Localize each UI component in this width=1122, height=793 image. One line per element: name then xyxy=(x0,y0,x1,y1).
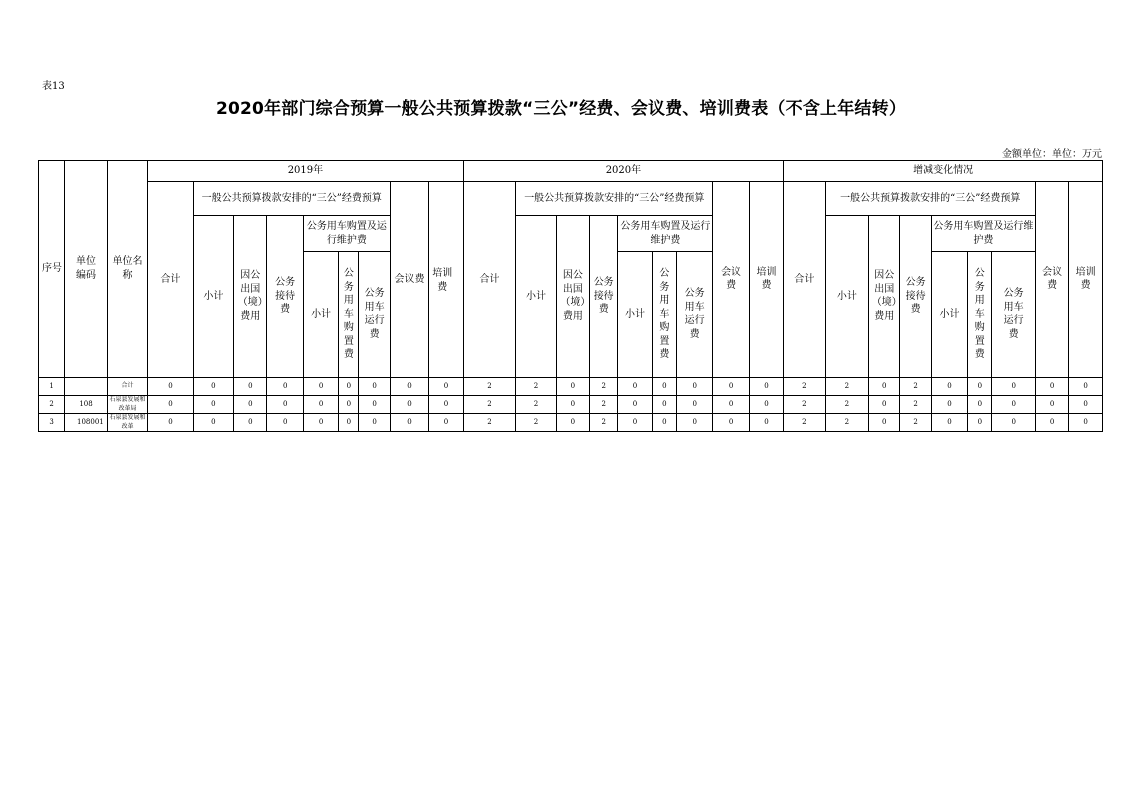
header-vehicle-change: 公务用车购置及运行维护费 xyxy=(931,216,1035,252)
row-value: 2 xyxy=(463,396,516,414)
row-value: 2 xyxy=(590,378,618,396)
header-code: 单位编码 xyxy=(65,161,107,378)
row-value: 0 xyxy=(931,378,967,396)
row-value: 2 xyxy=(590,414,618,432)
header-abroad-change: 因公出国（境）费用 xyxy=(869,216,900,378)
header-2019: 2019年 xyxy=(148,161,463,182)
header-meeting-change: 会议费 xyxy=(1035,182,1068,378)
header-total-2020: 合计 xyxy=(463,182,516,378)
header-subtotal-2020: 小计 xyxy=(516,216,556,378)
page-title: 2020年部门综合预算一般公共预算拨款“三公”经费、会议费、培训费表（不含上年结转） xyxy=(215,99,907,119)
row-value: 0 xyxy=(234,378,267,396)
row-value: 0 xyxy=(1035,378,1068,396)
header-meeting-2020: 会议费 xyxy=(713,182,749,378)
row-value: 0 xyxy=(869,414,900,432)
header-vehicle-subtotal-change: 小计 xyxy=(931,252,967,378)
header-row-2 xyxy=(39,182,1103,216)
header-vehicle-running-2020: 公务用车运行费 xyxy=(676,252,712,378)
row-value: 2 xyxy=(784,378,825,396)
row-value: 0 xyxy=(992,414,1035,432)
table-row xyxy=(39,378,1103,396)
header-vehicle-running-change: 公务用车运行费 xyxy=(992,252,1035,378)
row-value: 2 xyxy=(900,378,931,396)
header-meeting-2019: 会议费 xyxy=(390,182,428,378)
row-value: 2 xyxy=(825,396,868,414)
row-value: 0 xyxy=(339,414,359,432)
header-vehicle-purchase-2019: 公务用车购置费 xyxy=(339,252,359,378)
header-vehicle-purchase-change: 公务用车购置费 xyxy=(968,252,992,378)
row-value: 0 xyxy=(869,396,900,414)
row-value: 2 xyxy=(900,414,931,432)
row-value: 0 xyxy=(429,378,463,396)
row-value: 0 xyxy=(390,414,428,432)
header-vehicle-2020: 公务用车购置及运行维护费 xyxy=(618,216,713,252)
row-value: 0 xyxy=(390,378,428,396)
row-value: 0 xyxy=(339,396,359,414)
row-value: 0 xyxy=(1069,396,1103,414)
row-value: 2 xyxy=(516,378,556,396)
row-value: 0 xyxy=(652,378,676,396)
row-value: 2 xyxy=(463,378,516,396)
row-value: 0 xyxy=(713,396,749,414)
row-value: 0 xyxy=(148,378,194,396)
row-value: 0 xyxy=(390,396,428,414)
header-training-change: 培训费 xyxy=(1069,182,1103,378)
row-value: 2 xyxy=(825,414,868,432)
header-reception-2020: 公务接待费 xyxy=(590,216,618,378)
row-value: 0 xyxy=(968,396,992,414)
header-subtotal-2019: 小计 xyxy=(193,216,233,378)
row-value: 0 xyxy=(992,378,1035,396)
header-training-2020: 培训费 xyxy=(749,182,783,378)
header-sangong-change: 一般公共预算拨款安排的“三公”经费预算 xyxy=(825,182,1035,216)
header-vehicle-purchase-2020: 公务用车购置费 xyxy=(652,252,676,378)
header-abroad-2019: 因公出国（境）费用 xyxy=(234,216,267,378)
header-reception-2019: 公务接待费 xyxy=(267,216,303,378)
row-value: 0 xyxy=(193,378,233,396)
row-code: 108 xyxy=(65,396,107,414)
row-value: 2 xyxy=(463,414,516,432)
row-value: 0 xyxy=(148,396,194,414)
row-value: 0 xyxy=(618,396,652,414)
header-2020: 2020年 xyxy=(463,161,784,182)
row-value: 0 xyxy=(713,414,749,432)
row-seq: 3 xyxy=(39,414,65,432)
row-value: 0 xyxy=(193,396,233,414)
header-training-2019: 培训费 xyxy=(429,182,463,378)
row-value: 2 xyxy=(784,396,825,414)
row-value: 0 xyxy=(1035,414,1068,432)
row-value: 0 xyxy=(234,396,267,414)
header-vehicle-subtotal-2020: 小计 xyxy=(618,252,652,378)
row-value: 0 xyxy=(869,378,900,396)
row-value: 0 xyxy=(556,378,589,396)
row-seq: 2 xyxy=(39,396,65,414)
header-row-1 xyxy=(39,161,1103,182)
row-value: 0 xyxy=(267,396,303,414)
row-value: 2 xyxy=(900,396,931,414)
row-value: 0 xyxy=(556,396,589,414)
row-seq: 1 xyxy=(39,378,65,396)
data-body xyxy=(39,378,1103,432)
header-vehicle-running-2019: 公务用车运行费 xyxy=(359,252,390,378)
header-sangong-2019: 一般公共预算拨款安排的“三公”经费预算 xyxy=(193,182,390,216)
table-number: 表13 xyxy=(42,81,65,92)
row-value: 0 xyxy=(193,414,233,432)
amount-unit: 金额单位：单位：万元 xyxy=(1002,149,1102,160)
header-name: 单位名称 xyxy=(107,161,147,378)
row-code xyxy=(65,378,107,396)
row-value: 0 xyxy=(749,396,783,414)
row-value: 0 xyxy=(1069,414,1103,432)
row-value: 0 xyxy=(618,414,652,432)
row-value: 0 xyxy=(992,396,1035,414)
row-value: 0 xyxy=(1035,396,1068,414)
row-value: 0 xyxy=(359,396,390,414)
header-total-2019: 合计 xyxy=(148,182,194,378)
row-value: 0 xyxy=(652,396,676,414)
header-subtotal-change: 小计 xyxy=(825,216,868,378)
header-seq: 序号 xyxy=(39,161,65,378)
row-value: 2 xyxy=(825,378,868,396)
header-vehicle-2019: 公务用车购置及运行维护费 xyxy=(303,216,390,252)
row-value: 0 xyxy=(267,378,303,396)
row-value: 0 xyxy=(429,414,463,432)
row-unit-name: 石泉县发展和改革局 xyxy=(107,396,147,414)
row-value: 0 xyxy=(676,378,712,396)
row-value: 0 xyxy=(359,378,390,396)
header-abroad-2020: 因公出国（境）费用 xyxy=(556,216,589,378)
row-value: 0 xyxy=(618,378,652,396)
row-value: 0 xyxy=(749,378,783,396)
row-unit-name: 石泉县发展和改革 xyxy=(107,414,147,432)
row-value: 0 xyxy=(556,414,589,432)
row-value: 0 xyxy=(749,414,783,432)
header-change: 增减变化情况 xyxy=(784,161,1103,182)
row-value: 0 xyxy=(359,414,390,432)
table-row xyxy=(39,414,1103,432)
row-value: 0 xyxy=(931,414,967,432)
row-value: 0 xyxy=(652,414,676,432)
row-value: 2 xyxy=(516,414,556,432)
row-value: 0 xyxy=(1069,378,1103,396)
row-value: 0 xyxy=(339,378,359,396)
row-value: 0 xyxy=(931,396,967,414)
row-code: 108001 xyxy=(65,414,107,432)
row-value: 0 xyxy=(234,414,267,432)
header-reception-change: 公务接待费 xyxy=(900,216,931,378)
row-value: 2 xyxy=(590,396,618,414)
row-value: 0 xyxy=(148,414,194,432)
row-value: 0 xyxy=(676,396,712,414)
row-value: 0 xyxy=(303,378,338,396)
row-value: 0 xyxy=(968,414,992,432)
header-total-change: 合计 xyxy=(784,182,825,378)
row-value: 0 xyxy=(676,414,712,432)
header-row-3 xyxy=(39,216,1103,252)
budget-table xyxy=(38,160,1103,432)
row-value: 2 xyxy=(516,396,556,414)
row-value: 0 xyxy=(267,414,303,432)
row-value: 0 xyxy=(303,414,338,432)
row-value: 2 xyxy=(784,414,825,432)
row-value: 0 xyxy=(713,378,749,396)
header-sangong-2020: 一般公共预算拨款安排的“三公”经费预算 xyxy=(516,182,713,216)
row-unit-name: 合计 xyxy=(107,378,147,396)
row-value: 0 xyxy=(429,396,463,414)
row-value: 0 xyxy=(968,378,992,396)
row-value: 0 xyxy=(303,396,338,414)
table-row xyxy=(39,396,1103,414)
header-vehicle-subtotal-2019: 小计 xyxy=(303,252,338,378)
